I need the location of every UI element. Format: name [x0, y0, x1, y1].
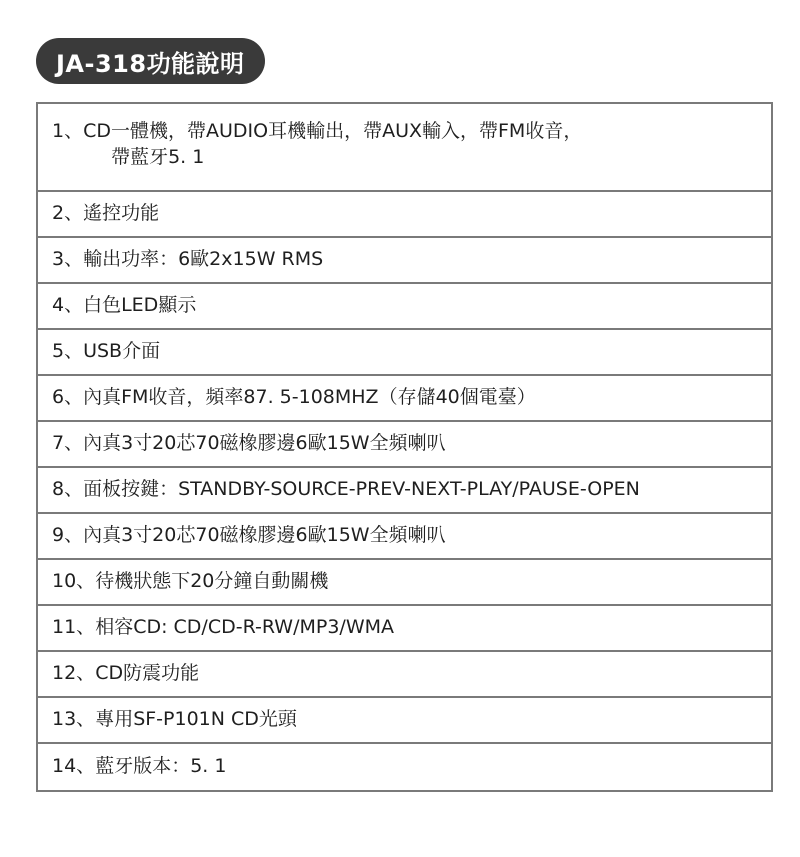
spec-row — [38, 330, 771, 376]
row-number: 14、 — [52, 755, 96, 778]
spec-row — [38, 468, 771, 514]
row-number: 3、 — [52, 248, 84, 271]
row-number: 2、 — [52, 202, 84, 225]
row-text — [83, 119, 757, 170]
row-number: 6、 — [52, 386, 84, 409]
row-text: 面板按鍵：STANDBY-SOURCE-PREV-NEXT-PLAY/PAUSE-OPEN — [83, 478, 640, 501]
row-text: CD防震功能 — [95, 662, 200, 685]
spec-row — [38, 560, 771, 606]
row-text: USB介面 — [83, 340, 161, 363]
spec-row — [38, 422, 771, 468]
spec-row — [38, 284, 771, 330]
spec-table — [36, 102, 773, 792]
row-number: 5、 — [52, 340, 84, 363]
row-text: 輸出功率：6歐2x15W RMS — [83, 248, 324, 271]
row-number: 1、 — [52, 120, 84, 142]
row-text: 內真FM收音，頻率87. 5-108MHZ（存儲40個電臺） — [83, 386, 536, 409]
row-text-continuation: 帶藍牙5. 1 — [111, 145, 205, 168]
spec-row — [38, 514, 771, 560]
row-text-line: CD一體機，帶AUDIO耳機輸出，帶AUX輸入，帶FM收音， — [83, 120, 583, 142]
row-number: 10、 — [52, 570, 96, 593]
row-text: 內真3寸20芯70磁橡膠邊6歐15W全頻喇叭 — [83, 432, 446, 455]
spec-row — [38, 104, 771, 192]
spec-row — [38, 238, 771, 284]
row-number: 11、 — [52, 616, 96, 639]
spec-row — [38, 652, 771, 698]
spec-row — [38, 744, 771, 790]
row-text: 內真3寸20芯70磁橡膠邊6歐15W全頻喇叭 — [83, 524, 446, 547]
spec-row — [38, 192, 771, 238]
row-text: 相容CD: CD/CD-R-RW/MP3/WMA — [95, 616, 395, 639]
row-text: 藍牙版本：5. 1 — [95, 755, 227, 778]
spec-row — [38, 698, 771, 744]
row-text: 待機狀態下20分鐘自動關機 — [95, 570, 329, 593]
row-number: 13、 — [52, 708, 96, 731]
row-number: 12、 — [52, 662, 96, 685]
row-text: 白色LED顯示 — [83, 294, 197, 317]
spec-row — [38, 606, 771, 652]
spec-row — [38, 376, 771, 422]
page-title: JA-318功能說明 — [36, 38, 265, 84]
row-number: 4、 — [52, 294, 84, 317]
row-text: 專用SF-P101N CD光頭 — [95, 708, 297, 731]
row-number: 9、 — [52, 524, 84, 547]
row-text: 遙控功能 — [83, 202, 160, 225]
row-number: 7、 — [52, 432, 84, 455]
row-number: 8、 — [52, 478, 84, 501]
